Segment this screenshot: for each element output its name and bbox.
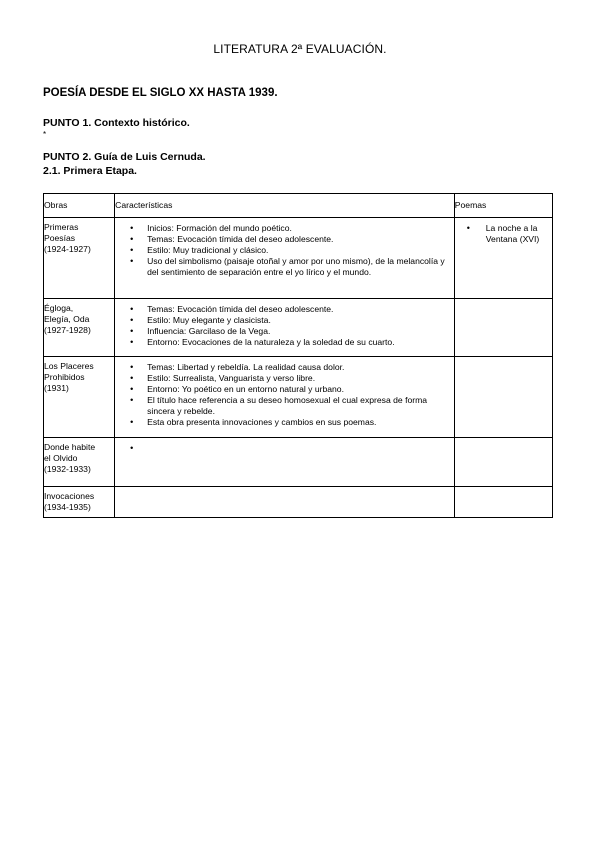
- feature-list: [115, 438, 454, 449]
- cell-poemas: [454, 299, 552, 357]
- obra-line: Los Placeres: [44, 361, 94, 371]
- list-item: • La noche a la Ventana (XVI): [486, 223, 548, 245]
- list-item: • Temas: Evocación tímida del deseo adolescente.: [147, 234, 448, 245]
- punto1-mark: *: [43, 130, 47, 139]
- obra-line: Poesías: [44, 233, 76, 243]
- list-item: • Entorno: Yo poético en un entorno natural y urbano.: [147, 384, 448, 395]
- header-poemas: Poemas: [454, 194, 552, 218]
- header-obras: Obras: [44, 194, 115, 218]
- list-item: • Influencia: Garcilaso de la Vega.: [147, 326, 448, 337]
- cell-obra: [44, 357, 115, 438]
- cell-poemas: [454, 487, 552, 518]
- cell-caracteristicas: [115, 487, 455, 518]
- cell-poemas: [454, 438, 552, 487]
- punto2-heading: PUNTO 2. Guía de Luis Cernuda.: [43, 151, 206, 163]
- obra-line: Donde habite: [44, 442, 96, 452]
- obra-line: (1931): [44, 383, 69, 393]
- obra-line: (1927-1928): [44, 325, 91, 335]
- obra-line: Égloga,: [44, 303, 74, 313]
- obra-line: el Olvido: [44, 453, 78, 463]
- obra-line: (1932-1933): [44, 464, 91, 474]
- cell-obra: [44, 299, 115, 357]
- cell-poemas: [454, 218, 552, 299]
- obra-line: Elegía, Oda: [44, 314, 90, 324]
- punto1-heading: PUNTO 1. Contexto histórico.: [43, 117, 190, 129]
- section-heading: POESÍA DESDE EL SIGLO XX HASTA 1939.: [43, 87, 278, 99]
- list-item: • Temas: Evocación tímida del deseo adolescente.: [147, 304, 448, 315]
- cell-poemas: [454, 357, 552, 438]
- works-table: [43, 193, 553, 518]
- list-item: • Esta obra presenta innovaciones y cambios en sus poemas.: [147, 417, 448, 428]
- obra-line: Invocaciones: [44, 491, 95, 501]
- obra-line: Primeras: [44, 222, 79, 232]
- feature-list: [115, 218, 454, 284]
- table-row: [44, 487, 553, 518]
- cell-caracteristicas: [115, 438, 455, 487]
- cell-caracteristicas: [115, 299, 455, 357]
- cell-caracteristicas: [115, 357, 455, 438]
- page-title: LITERATURA 2ª EVALUACIÓN.: [213, 42, 387, 56]
- obra-line: Prohibidos: [44, 372, 85, 382]
- cell-obra: [44, 487, 115, 518]
- subpunto-heading: 2.1. Primera Etapa.: [43, 165, 137, 177]
- table-row: [44, 218, 553, 299]
- poem-list: [455, 218, 552, 250]
- feature-list: [115, 357, 454, 434]
- list-item: • Estilo: Muy elegante y clasicista.: [147, 315, 448, 326]
- table-row: [44, 299, 553, 357]
- list-item: • Uso del simbolismo (paisaje otoñal y amor por uno mismo), de la melancolía y del sentimiento de separación entre el yo lírico y el mundo.: [147, 256, 448, 278]
- cell-caracteristicas: [115, 218, 455, 299]
- obra-line: (1934-1935): [44, 502, 91, 512]
- obra-line: (1924-1927): [44, 244, 91, 254]
- header-caracteristicas: Características: [115, 194, 455, 218]
- list-item: • Temas: Libertad y rebeldía. La realidad causa dolor.: [147, 362, 448, 373]
- list-item: • Estilo: Muy tradicional y clásico.: [147, 245, 448, 256]
- list-item: • Inicios: Formación del mundo poético.: [147, 223, 448, 234]
- cell-obra: [44, 438, 115, 487]
- list-item: • Estilo: Surrealista, Vanguarista y verso libre.: [147, 373, 448, 384]
- list-item: • Entorno: Evocaciones de la naturaleza y la soledad de su cuarto.: [147, 337, 448, 348]
- table-row: [44, 357, 553, 438]
- cell-obra: [44, 218, 115, 299]
- table-header-row: [44, 194, 553, 218]
- feature-list: [115, 299, 454, 354]
- list-item: • El título hace referencia a su deseo homosexual el cual expresa de forma sincera y rebelde.: [147, 395, 448, 417]
- table-row: [44, 438, 553, 487]
